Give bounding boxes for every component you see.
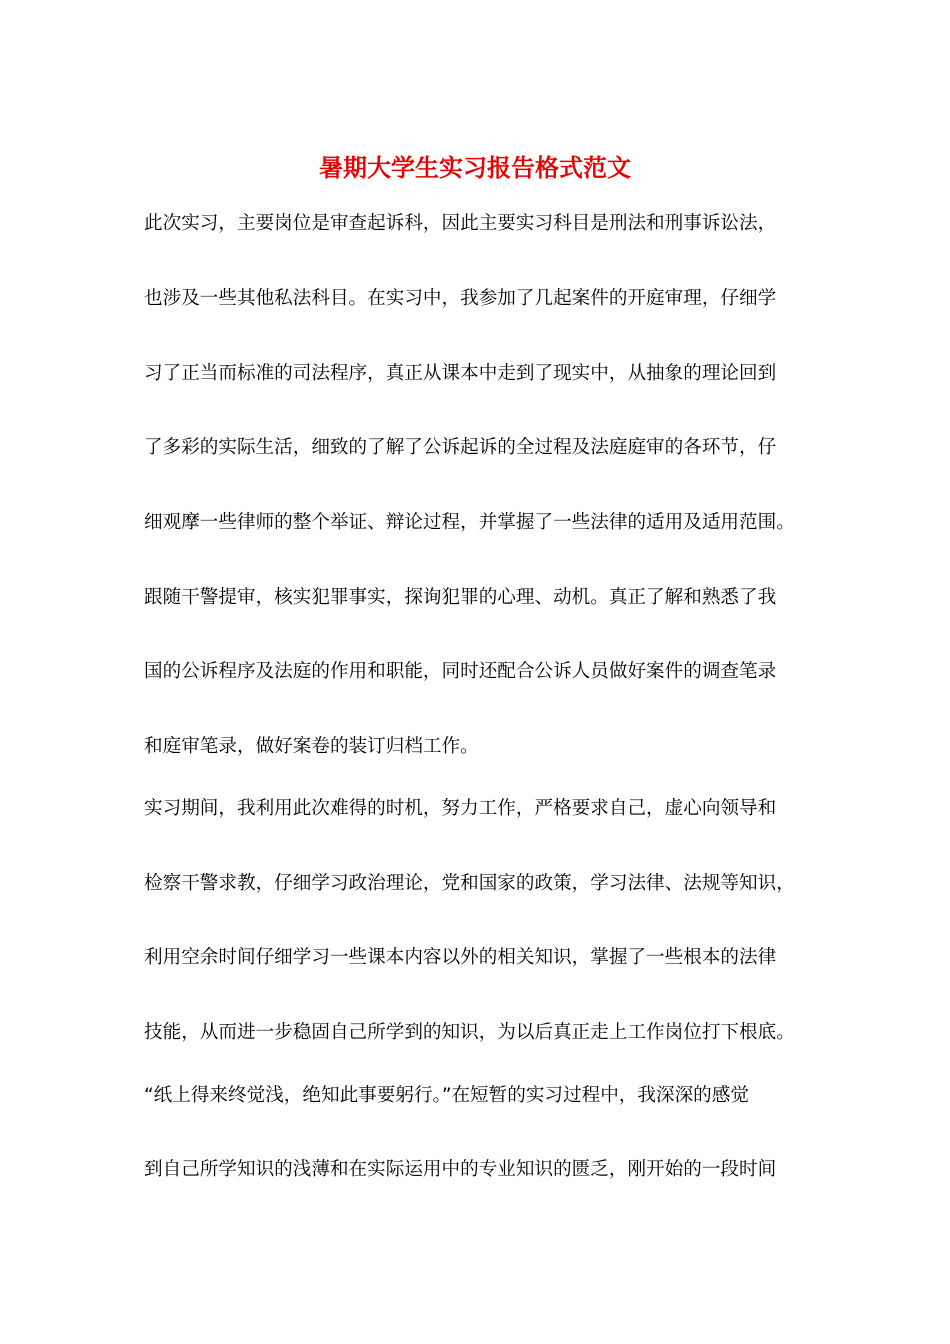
text-line: 检察干警求教，仔细学习政治理论，党和国家的政策，学习法律、法规等知识， [144,873,795,894]
text-line: 此次实习，主要岗位是审查起诉科，因此主要实习科目是刑法和刑事诉讼法， [144,213,777,234]
text-line: “纸上得来终觉浅，绝知此事要躬行。”在短暂的实习过程中，我深深的感觉 [144,1085,749,1106]
text-line: 细观摩一些律师的整个举证、辩论过程，并掌握了一些法律的适用及适用范围。 [144,512,795,533]
text-line: 利用空余时间仔细学习一些课本内容以外的相关知识，掌握了一些根本的法律 [144,947,777,968]
text-line: 到自己所学知识的浅薄和在实际运用中的专业知识的匮乏，刚开始的一段时间 [144,1159,777,1180]
text-line: 也涉及一些其他私法科目。在实习中，我参加了几起案件的开庭审理，仔细学 [144,288,777,309]
text-line: 国的公诉程序及法庭的作用和职能，同时还配合公诉人员做好案件的调查笔录 [144,661,777,682]
text-line: 实习期间，我利用此次难得的时机，努力工作，严格要求自己，虚心向领导和 [144,798,777,819]
document-title: 暑期大学生实习报告格式范文 [319,153,631,182]
text-line: 跟随干警提审，核实犯罪事实，探询犯罪的心理、动机。真正了解和熟悉了我 [144,587,777,608]
text-line: 了多彩的实际生活，细致的了解了公诉起诉的全过程及法庭庭审的各环节，仔 [144,437,777,458]
text-line: 习了正当而标准的司法程序，真正从课本中走到了现实中，从抽象的理论回到 [144,363,777,384]
text-line: 技能，从而进一步稳固自己所学到的知识，为以后真正走上工作岗位打下根底。 [144,1022,795,1043]
text-line: 和庭审笔录，做好案卷的装订归档工作。 [144,736,479,757]
